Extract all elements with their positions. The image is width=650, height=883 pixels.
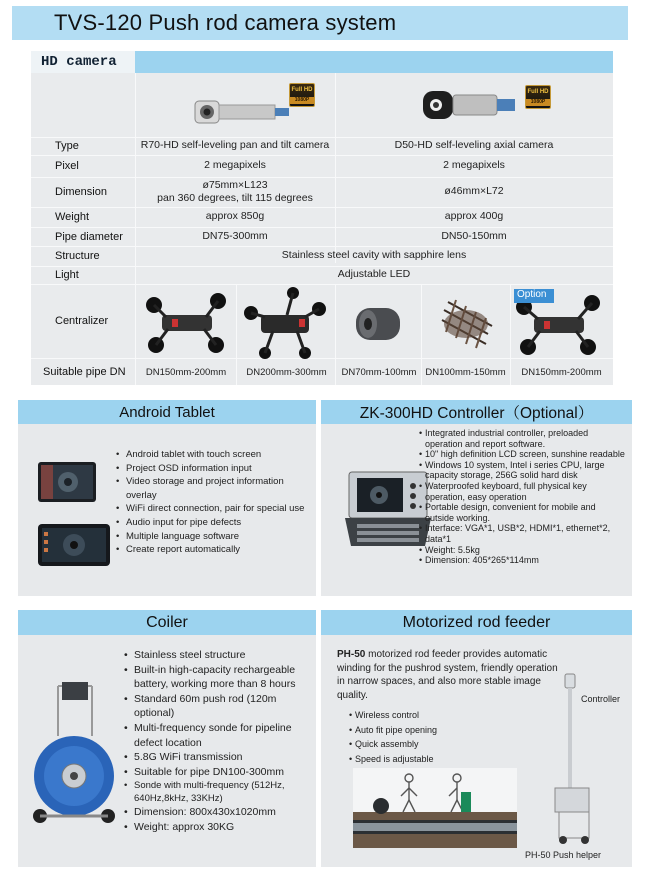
feeder-model: PH-50 (337, 649, 366, 660)
row-light (31, 266, 613, 284)
type-d50: D50-HD self-leveling axial camera (394, 139, 554, 152)
row-label: Suitable pipe DN (43, 365, 126, 378)
list-item: • Dimension: 405*265*114mm (417, 555, 627, 566)
android-title: Android Tablet (18, 400, 316, 424)
feeder-title: Motorized rod feeder (321, 610, 632, 635)
pipe-d50: DN50-150mm (441, 229, 507, 242)
row-label: Type (55, 140, 79, 152)
row-label: Pixel (55, 160, 79, 172)
controller-caption: Controller (581, 694, 621, 704)
type-r70: R70-HD self-leveling pan and tilt camera (140, 139, 330, 152)
list-item: • Quick assembly (347, 737, 547, 752)
suitable-dn-4: DN100mm-150mm (425, 366, 506, 378)
coiler-reel-image (28, 676, 122, 826)
list-item: • Suitable for pipe DN100-300mm (122, 765, 316, 780)
d50-camera-image (419, 85, 529, 125)
list-item: • Stainless steel structure (122, 648, 316, 663)
list-item: • 10" high definition LCD screen, sunshine readable (417, 449, 627, 460)
dimension-r70-rotation: pan 360 degrees, tilt 115 degrees (157, 192, 313, 204)
controller-panel (321, 400, 632, 596)
list-item: • Project OSD information input (114, 462, 310, 476)
fullhd-badge-1: Full HD 1080P (289, 83, 315, 107)
list-item: • Weight: approx 30KG (122, 820, 316, 835)
centralizer-wheel-image-2 (243, 287, 327, 359)
row-label: Weight (55, 211, 90, 223)
tablet-image-1 (38, 462, 96, 502)
list-item: • Interface: VGA*1, USB*2, HDMI*1, ethernet*2, data*1 (417, 523, 627, 544)
list-item: • Sonde with multi-frequency (512Hz, 640Hz,8kHz, 33KHz) (122, 779, 316, 805)
feeder-scene-image (353, 768, 517, 848)
structure-value: Stainless steel cavity with sapphire lens (281, 249, 467, 262)
suitable-dn-2: DN200mm-300mm (246, 366, 327, 378)
row-type (31, 137, 613, 155)
feeder-description (337, 648, 561, 702)
list-item: • Auto fit pipe opening (347, 723, 547, 738)
list-item: • Create report automatically (114, 543, 310, 557)
dimension-d50: ø46mm×L72 (444, 185, 504, 198)
coiler-panel (18, 610, 316, 867)
android-panel (18, 400, 316, 596)
list-item: • Multiple language software (114, 530, 310, 544)
list-item: • Windows 10 system, Intel i series CPU, large capacity storage, 256G solid hard disk (417, 460, 627, 481)
suitable-dn-5: DN150mm-200mm (521, 366, 602, 378)
list-item: • Standard 60m push rod (120m optional) (122, 692, 316, 721)
pixel-d50: 2 megapixels (443, 159, 505, 172)
light-value: Adjustable LED (337, 268, 411, 281)
tablet-image-2 (38, 524, 110, 566)
list-item: • Wireless control (347, 708, 547, 723)
list-item: • Weight: 5.5kg (417, 545, 627, 556)
list-item: • Multi-frequency sonde for pipeline defect location (122, 721, 316, 750)
pixel-r70: 2 megapixels (204, 159, 266, 172)
row-label: Dimension (55, 186, 107, 198)
feeder-feature-list (347, 708, 547, 766)
suitable-dn-3: DN70mm-100mm (341, 366, 417, 378)
row-label: Light (55, 269, 79, 281)
coiler-feature-list (122, 648, 316, 835)
list-item: • Speed is adjustable (347, 752, 547, 767)
android-feature-list (114, 448, 310, 557)
row-structure (31, 246, 613, 266)
list-item: • Integrated industrial controller, preloaded operation and report software. (417, 428, 627, 449)
row-weight (31, 207, 613, 227)
row-pipe-diameter (31, 227, 613, 246)
list-item: • Video storage and project information overlay (114, 475, 310, 502)
row-label: Centralizer (55, 315, 109, 327)
list-item: • WiFi direct connection, pair for special use (114, 502, 310, 516)
spec-header-label: HD camera (31, 51, 135, 73)
list-item: • Waterproofed keyboard, full physical key operation, easy operation (417, 481, 627, 502)
centralizer-wheel-image-1 (142, 289, 232, 357)
list-item: • Android tablet with touch screen (114, 448, 310, 462)
controller-feature-list (417, 428, 627, 566)
spec-table-header (31, 51, 613, 73)
row-label: Pipe diameter (55, 230, 123, 243)
title-bar (12, 6, 628, 40)
row-label: Structure (55, 250, 100, 262)
fullhd-badge-2: Full HD 1080P (525, 85, 551, 109)
row-dimension (31, 177, 613, 207)
feeder-desc-text: motorized rod feeder provides automatic winding for the pushrod system, friendly operation in narrow spaces, and also more stable image quality. (337, 649, 558, 701)
push-helper-caption: PH-50 Push helper (525, 850, 602, 860)
dimension-r70-size: ø75mm×L123 (202, 178, 268, 191)
pipe-r70: DN75-300mm (202, 229, 268, 242)
suitable-dn-1: DN150mm-200mm (145, 366, 227, 378)
coiler-title: Coiler (18, 610, 316, 635)
centralizer-brush-image (436, 292, 496, 352)
list-item: • Dimension: 800x430x1020mm (122, 805, 316, 820)
r70-camera-image (181, 83, 291, 131)
row-pixel (31, 155, 613, 177)
dimension-r70 (135, 177, 335, 207)
list-item: • Portable design, convenient for mobile and outside working. (417, 502, 627, 523)
list-item: • 5.8G WiFi transmission (122, 750, 316, 765)
feeder-panel (321, 610, 632, 867)
option-tag: Option (514, 289, 554, 303)
centralizer-rubber-image (354, 304, 404, 344)
controller-title: ZK-300HD Controller（Optional） (321, 400, 632, 424)
page-title: TVS-120 Push rod camera system (54, 10, 397, 35)
weight-d50: approx 400g (444, 210, 504, 223)
weight-r70: approx 850g (205, 210, 265, 223)
list-item: • Audio input for pipe defects (114, 516, 310, 530)
list-item: • Built-in high-capacity rechargeable battery, working more than 8 hours (122, 663, 316, 692)
